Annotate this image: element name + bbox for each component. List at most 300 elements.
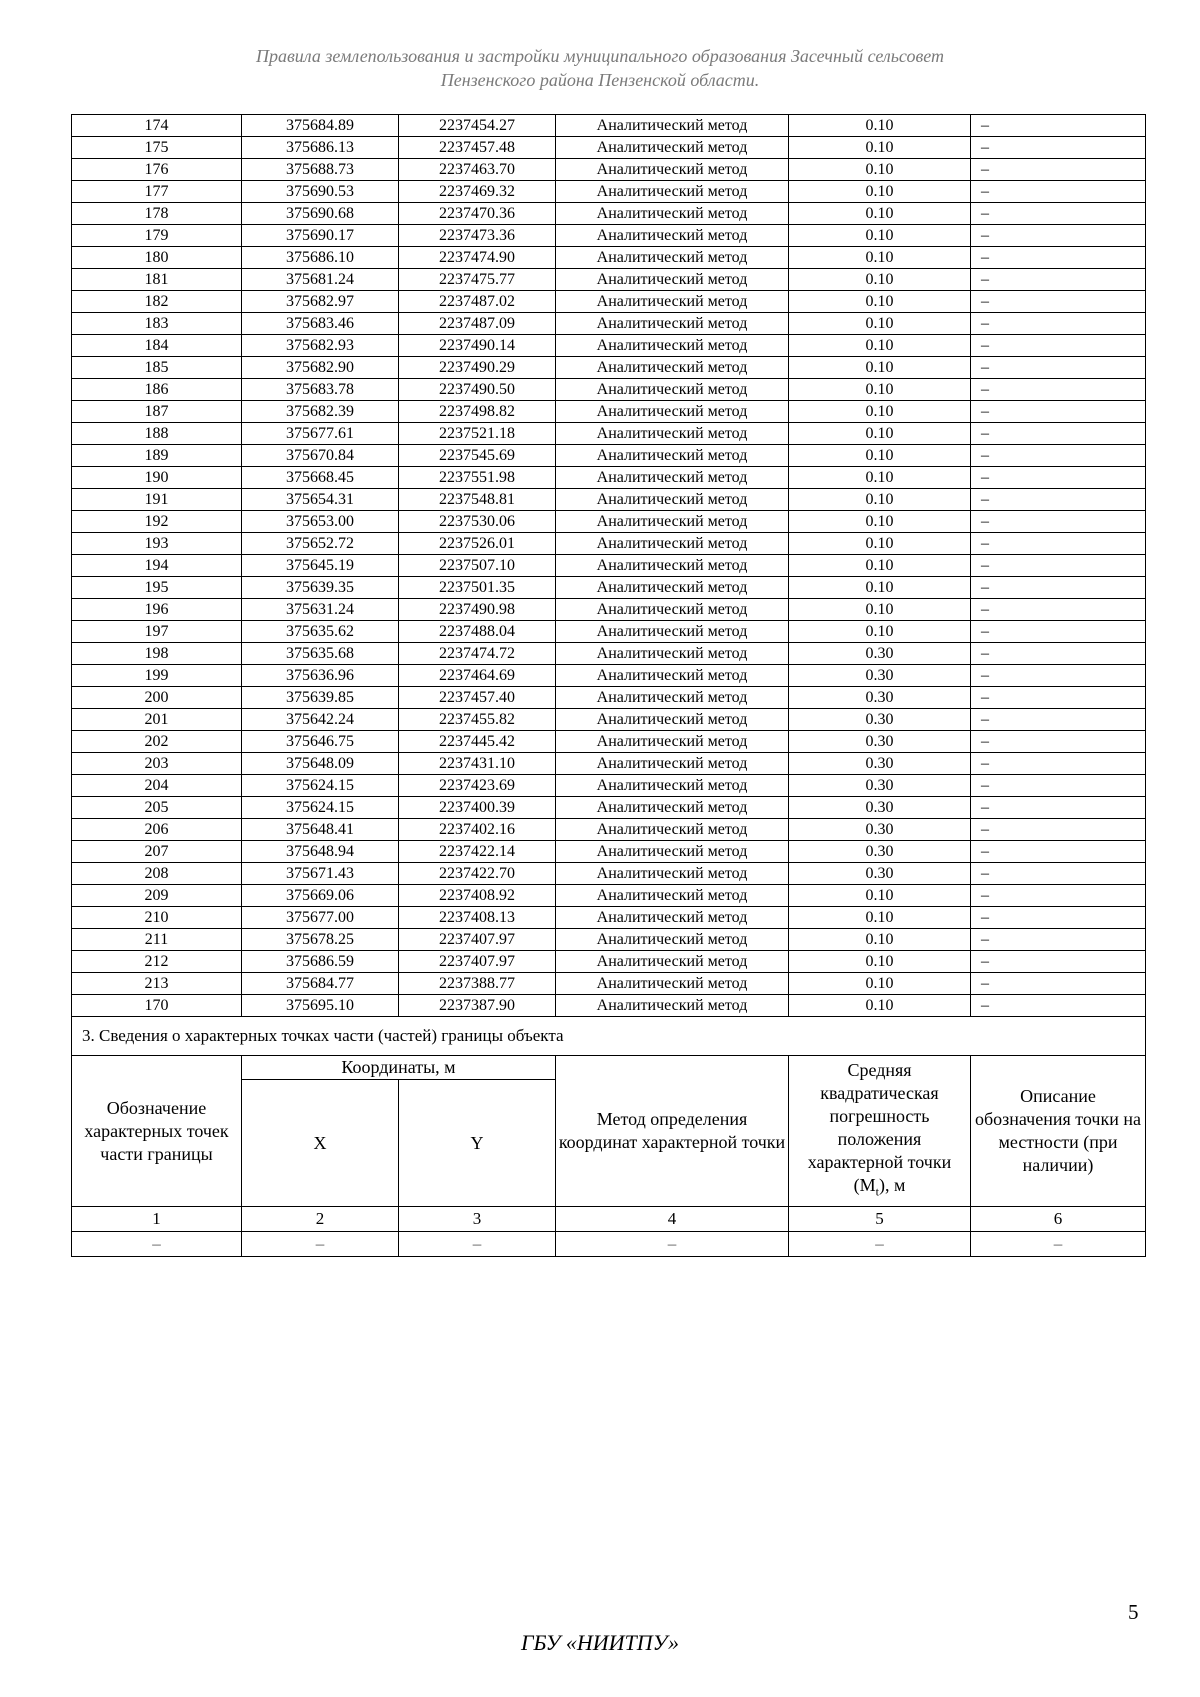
cell-error: 0.10 xyxy=(789,203,971,225)
cell-point-id: 210 xyxy=(72,907,242,929)
page-footer: ГБУ «НИИТПУ» xyxy=(520,1630,680,1655)
cell-description: – xyxy=(971,885,1146,907)
cell-point-id: 197 xyxy=(72,621,242,643)
cell-method: Аналитический метод xyxy=(556,863,789,885)
cell-error: 0.10 xyxy=(789,269,971,291)
cell-description: – xyxy=(971,137,1146,159)
cell-coord-y: 2237487.09 xyxy=(399,313,556,335)
cell-method: Аналитический метод xyxy=(556,555,789,577)
cell-description: – xyxy=(971,929,1146,951)
cell-coord-y: 2237388.77 xyxy=(399,973,556,995)
column-number: 1 xyxy=(72,1207,242,1232)
cell-coord-y: 2237387.90 xyxy=(399,995,556,1017)
cell-method: Аналитический метод xyxy=(556,819,789,841)
cell-error: 0.30 xyxy=(789,731,971,753)
cell-description: – xyxy=(971,753,1146,775)
cell-coord-y: 2237488.04 xyxy=(399,621,556,643)
cell-point-id: 196 xyxy=(72,599,242,621)
table-row xyxy=(72,357,1146,379)
cell-coord-y: 2237548.81 xyxy=(399,489,556,511)
cell-point-id: 201 xyxy=(72,709,242,731)
cell-coord-y: 2237463.70 xyxy=(399,159,556,181)
cell-point-id: 183 xyxy=(72,313,242,335)
header-error xyxy=(789,1056,971,1207)
cell-method: Аналитический метод xyxy=(556,291,789,313)
cell-method: Аналитический метод xyxy=(556,269,789,291)
table-row xyxy=(72,423,1146,445)
cell-coord-x: 375686.10 xyxy=(242,247,399,269)
table-row xyxy=(72,159,1146,181)
cell-method: Аналитический метод xyxy=(556,115,789,137)
cell-error: 0.30 xyxy=(789,775,971,797)
table-row xyxy=(72,863,1146,885)
cell-error: 0.10 xyxy=(789,291,971,313)
cell-point-id: 202 xyxy=(72,731,242,753)
table-row xyxy=(72,335,1146,357)
cell-method: Аналитический метод xyxy=(556,621,789,643)
table-row xyxy=(72,731,1146,753)
cell-coord-y: 2237469.32 xyxy=(399,181,556,203)
cell-error: 0.10 xyxy=(789,533,971,555)
cell-method: Аналитический метод xyxy=(556,159,789,181)
cell-method: Аналитический метод xyxy=(556,423,789,445)
cell-method: Аналитический метод xyxy=(556,335,789,357)
running-header-line-2: Пензенского района Пензенской области. xyxy=(440,70,760,90)
cell-description: – xyxy=(971,973,1146,995)
empty-cell: – xyxy=(399,1232,556,1257)
table-row xyxy=(72,379,1146,401)
cell-method: Аналитический метод xyxy=(556,181,789,203)
cell-error: 0.10 xyxy=(789,357,971,379)
table-row xyxy=(72,709,1146,731)
cell-method: Аналитический метод xyxy=(556,841,789,863)
cell-method: Аналитический метод xyxy=(556,203,789,225)
cell-point-id: 195 xyxy=(72,577,242,599)
cell-error: 0.10 xyxy=(789,159,971,181)
table-row xyxy=(72,599,1146,621)
running-header xyxy=(0,44,1200,92)
cell-coord-x: 375690.68 xyxy=(242,203,399,225)
cell-description: – xyxy=(971,313,1146,335)
cell-error: 0.10 xyxy=(789,379,971,401)
cell-error: 0.10 xyxy=(789,137,971,159)
cell-description: – xyxy=(971,643,1146,665)
column-number: 3 xyxy=(399,1207,556,1232)
cell-coord-x: 375688.73 xyxy=(242,159,399,181)
cell-description: – xyxy=(971,467,1146,489)
cell-method: Аналитический метод xyxy=(556,951,789,973)
cell-coord-y: 2237402.16 xyxy=(399,819,556,841)
cell-point-id: 192 xyxy=(72,511,242,533)
column-number: 4 xyxy=(556,1207,789,1232)
cell-description: – xyxy=(971,577,1146,599)
cell-point-id: 179 xyxy=(72,225,242,247)
cell-method: Аналитический метод xyxy=(556,775,789,797)
cell-method: Аналитический метод xyxy=(556,577,789,599)
cell-coord-x: 375683.78 xyxy=(242,379,399,401)
cell-coord-x: 375678.25 xyxy=(242,929,399,951)
table-row xyxy=(72,533,1146,555)
cell-coord-x: 375690.17 xyxy=(242,225,399,247)
cell-error: 0.10 xyxy=(789,115,971,137)
cell-description: – xyxy=(971,951,1146,973)
cell-coord-x: 375642.24 xyxy=(242,709,399,731)
cell-method: Аналитический метод xyxy=(556,489,789,511)
cell-method: Аналитический метод xyxy=(556,665,789,687)
cell-point-id: 191 xyxy=(72,489,242,511)
cell-error: 0.10 xyxy=(789,885,971,907)
cell-description: – xyxy=(971,687,1146,709)
cell-coord-x: 375670.84 xyxy=(242,445,399,467)
header-method: Метод определения координат характерной точки xyxy=(556,1056,789,1207)
cell-method: Аналитический метод xyxy=(556,687,789,709)
cell-coord-y: 2237407.97 xyxy=(399,951,556,973)
cell-error: 0.30 xyxy=(789,841,971,863)
cell-error: 0.30 xyxy=(789,687,971,709)
cell-description: – xyxy=(971,115,1146,137)
cell-description: – xyxy=(971,995,1146,1017)
cell-description: – xyxy=(971,159,1146,181)
cell-coord-x: 375690.53 xyxy=(242,181,399,203)
cell-method: Аналитический метод xyxy=(556,599,789,621)
cell-coord-y: 2237473.36 xyxy=(399,225,556,247)
cell-point-id: 174 xyxy=(72,115,242,137)
cell-error: 0.10 xyxy=(789,555,971,577)
cell-coord-y: 2237530.06 xyxy=(399,511,556,533)
table-row xyxy=(72,181,1146,203)
cell-coord-y: 2237490.50 xyxy=(399,379,556,401)
cell-coord-y: 2237498.82 xyxy=(399,401,556,423)
table-row xyxy=(72,489,1146,511)
cell-point-id: 199 xyxy=(72,665,242,687)
cell-error: 0.30 xyxy=(789,819,971,841)
cell-error: 0.10 xyxy=(789,423,971,445)
table-row xyxy=(72,115,1146,137)
cell-coord-y: 2237457.40 xyxy=(399,687,556,709)
section-3-block xyxy=(72,1017,1146,1257)
cell-description: – xyxy=(971,203,1146,225)
cell-method: Аналитический метод xyxy=(556,995,789,1017)
cell-coord-x: 375654.31 xyxy=(242,489,399,511)
cell-coord-x: 375677.00 xyxy=(242,907,399,929)
header-coordinates: Координаты, м xyxy=(242,1056,556,1080)
cell-coord-y: 2237400.39 xyxy=(399,797,556,819)
cell-coord-y: 2237551.98 xyxy=(399,467,556,489)
cell-method: Аналитический метод xyxy=(556,731,789,753)
cell-description: – xyxy=(971,489,1146,511)
cell-coord-y: 2237474.90 xyxy=(399,247,556,269)
coordinates-table xyxy=(71,114,1146,1257)
table-row xyxy=(72,511,1146,533)
table-row xyxy=(72,775,1146,797)
cell-error: 0.10 xyxy=(789,445,971,467)
cell-method: Аналитический метод xyxy=(556,225,789,247)
cell-coord-y: 2237521.18 xyxy=(399,423,556,445)
cell-coord-x: 375686.13 xyxy=(242,137,399,159)
cell-description: – xyxy=(971,445,1146,467)
cell-point-id: 207 xyxy=(72,841,242,863)
cell-description: – xyxy=(971,247,1146,269)
section-3-title: 3. Сведения о характерных точках части (частей) границы объекта xyxy=(72,1017,1146,1056)
empty-cell: – xyxy=(556,1232,789,1257)
cell-method: Аналитический метод xyxy=(556,379,789,401)
cell-method: Аналитический метод xyxy=(556,511,789,533)
cell-coord-x: 375695.10 xyxy=(242,995,399,1017)
cell-description: – xyxy=(971,863,1146,885)
cell-error: 0.10 xyxy=(789,995,971,1017)
table-row xyxy=(72,951,1146,973)
cell-description: – xyxy=(971,599,1146,621)
column-number-row xyxy=(72,1207,1146,1232)
cell-coord-y: 2237422.70 xyxy=(399,863,556,885)
table-row xyxy=(72,445,1146,467)
cell-description: – xyxy=(971,775,1146,797)
cell-coord-y: 2237422.14 xyxy=(399,841,556,863)
cell-coord-x: 375682.90 xyxy=(242,357,399,379)
empty-cell: – xyxy=(242,1232,399,1257)
cell-coord-x: 375684.89 xyxy=(242,115,399,137)
cell-description: – xyxy=(971,357,1146,379)
cell-error: 0.10 xyxy=(789,467,971,489)
cell-point-id: 190 xyxy=(72,467,242,489)
cell-description: – xyxy=(971,731,1146,753)
cell-coord-y: 2237490.98 xyxy=(399,599,556,621)
cell-error: 0.10 xyxy=(789,577,971,599)
cell-description: – xyxy=(971,291,1146,313)
cell-point-id: 178 xyxy=(72,203,242,225)
cell-coord-y: 2237455.82 xyxy=(399,709,556,731)
cell-coord-x: 375624.15 xyxy=(242,797,399,819)
cell-point-id: 205 xyxy=(72,797,242,819)
cell-error: 0.10 xyxy=(789,951,971,973)
cell-point-id: 204 xyxy=(72,775,242,797)
cell-method: Аналитический метод xyxy=(556,137,789,159)
cell-error: 0.10 xyxy=(789,929,971,951)
column-number: 5 xyxy=(789,1207,971,1232)
cell-error: 0.30 xyxy=(789,753,971,775)
cell-coord-x: 375645.19 xyxy=(242,555,399,577)
cell-coord-x: 375652.72 xyxy=(242,533,399,555)
cell-description: – xyxy=(971,841,1146,863)
cell-coord-x: 375631.24 xyxy=(242,599,399,621)
table-row xyxy=(72,995,1146,1017)
cell-error: 0.30 xyxy=(789,709,971,731)
table-row xyxy=(72,269,1146,291)
cell-method: Аналитический метод xyxy=(556,885,789,907)
cell-method: Аналитический метод xyxy=(556,929,789,951)
cell-method: Аналитический метод xyxy=(556,797,789,819)
header-y: Y xyxy=(399,1080,556,1207)
page-number: 5 xyxy=(1128,1600,1139,1624)
table-row xyxy=(72,885,1146,907)
cell-description: – xyxy=(971,335,1146,357)
cell-point-id: 186 xyxy=(72,379,242,401)
cell-description: – xyxy=(971,181,1146,203)
cell-point-id: 194 xyxy=(72,555,242,577)
table-row xyxy=(72,929,1146,951)
cell-coord-x: 375639.35 xyxy=(242,577,399,599)
cell-point-id: 177 xyxy=(72,181,242,203)
cell-description: – xyxy=(971,401,1146,423)
table-row xyxy=(72,225,1146,247)
table-row xyxy=(72,247,1146,269)
header-error-main: Средняя квадратическая погрешность положения характерной точки (M xyxy=(807,1059,952,1195)
cell-error: 0.30 xyxy=(789,665,971,687)
cell-method: Аналитический метод xyxy=(556,973,789,995)
empty-cell: – xyxy=(971,1232,1146,1257)
cell-coord-y: 2237474.72 xyxy=(399,643,556,665)
header-error-tail: ), м xyxy=(878,1174,906,1195)
cell-error: 0.10 xyxy=(789,511,971,533)
table-row xyxy=(72,797,1146,819)
cell-coord-x: 375668.45 xyxy=(242,467,399,489)
cell-error: 0.10 xyxy=(789,489,971,511)
cell-coord-x: 375653.00 xyxy=(242,511,399,533)
cell-coord-y: 2237545.69 xyxy=(399,445,556,467)
cell-error: 0.10 xyxy=(789,599,971,621)
table-row xyxy=(72,467,1146,489)
table-row xyxy=(72,621,1146,643)
cell-method: Аналитический метод xyxy=(556,357,789,379)
empty-cell: – xyxy=(789,1232,971,1257)
cell-method: Аналитический метод xyxy=(556,313,789,335)
cell-coord-y: 2237526.01 xyxy=(399,533,556,555)
cell-coord-x: 375682.39 xyxy=(242,401,399,423)
table-row xyxy=(72,577,1146,599)
cell-coord-x: 375669.06 xyxy=(242,885,399,907)
cell-coord-x: 375636.96 xyxy=(242,665,399,687)
cell-description: – xyxy=(971,379,1146,401)
column-number: 2 xyxy=(242,1207,399,1232)
table-row xyxy=(72,665,1146,687)
column-number: 6 xyxy=(971,1207,1146,1232)
cell-error: 0.10 xyxy=(789,907,971,929)
cell-coord-x: 375624.15 xyxy=(242,775,399,797)
cell-description: – xyxy=(971,819,1146,841)
cell-coord-x: 375648.41 xyxy=(242,819,399,841)
cell-error: 0.30 xyxy=(789,797,971,819)
empty-cell: – xyxy=(72,1232,242,1257)
cell-method: Аналитический метод xyxy=(556,401,789,423)
cell-coord-x: 375682.97 xyxy=(242,291,399,313)
header-description: Описание обозначения точки на местности (при наличии) xyxy=(971,1056,1146,1207)
cell-coord-x: 375648.09 xyxy=(242,753,399,775)
cell-coord-x: 375677.61 xyxy=(242,423,399,445)
cell-error: 0.10 xyxy=(789,181,971,203)
cell-description: – xyxy=(971,907,1146,929)
cell-method: Аналитический метод xyxy=(556,247,789,269)
cell-description: – xyxy=(971,225,1146,247)
cell-description: – xyxy=(971,621,1146,643)
cell-point-id: 193 xyxy=(72,533,242,555)
table-row xyxy=(72,841,1146,863)
cell-coord-x: 375682.93 xyxy=(242,335,399,357)
cell-coord-x: 375646.75 xyxy=(242,731,399,753)
cell-point-id: 175 xyxy=(72,137,242,159)
cell-point-id: 213 xyxy=(72,973,242,995)
cell-coord-y: 2237490.29 xyxy=(399,357,556,379)
cell-point-id: 176 xyxy=(72,159,242,181)
cell-coord-x: 375671.43 xyxy=(242,863,399,885)
table-row xyxy=(72,973,1146,995)
cell-method: Аналитический метод xyxy=(556,533,789,555)
cell-method: Аналитический метод xyxy=(556,709,789,731)
cell-point-id: 182 xyxy=(72,291,242,313)
cell-coord-y: 2237423.69 xyxy=(399,775,556,797)
running-header-line-1: Правила землепользования и застройки муниципального образования Засечный сельсовет xyxy=(255,46,945,66)
table-row xyxy=(72,555,1146,577)
cell-coord-y: 2237445.42 xyxy=(399,731,556,753)
cell-point-id: 181 xyxy=(72,269,242,291)
cell-point-id: 184 xyxy=(72,335,242,357)
cell-point-id: 198 xyxy=(72,643,242,665)
cell-point-id: 206 xyxy=(72,819,242,841)
cell-coord-y: 2237408.92 xyxy=(399,885,556,907)
cell-error: 0.10 xyxy=(789,335,971,357)
header-x: X xyxy=(242,1080,399,1207)
cell-method: Аналитический метод xyxy=(556,753,789,775)
cell-coord-y: 2237501.35 xyxy=(399,577,556,599)
cell-coord-x: 375635.68 xyxy=(242,643,399,665)
cell-coord-y: 2237470.36 xyxy=(399,203,556,225)
cell-error: 0.10 xyxy=(789,225,971,247)
cell-method: Аналитический метод xyxy=(556,907,789,929)
cell-error: 0.10 xyxy=(789,313,971,335)
cell-error: 0.30 xyxy=(789,863,971,885)
cell-error: 0.10 xyxy=(789,247,971,269)
cell-point-id: 211 xyxy=(72,929,242,951)
table-row xyxy=(72,291,1146,313)
table-row xyxy=(72,313,1146,335)
cell-point-id: 188 xyxy=(72,423,242,445)
table-row xyxy=(72,401,1146,423)
cell-error: 0.10 xyxy=(789,973,971,995)
cell-description: – xyxy=(971,423,1146,445)
cell-error: 0.10 xyxy=(789,401,971,423)
table-row xyxy=(72,753,1146,775)
cell-coord-y: 2237490.14 xyxy=(399,335,556,357)
cell-description: – xyxy=(971,797,1146,819)
cell-point-id: 209 xyxy=(72,885,242,907)
header-error-subscript: t xyxy=(875,1184,879,1199)
cell-coord-y: 2237407.97 xyxy=(399,929,556,951)
cell-description: – xyxy=(971,533,1146,555)
cell-coord-y: 2237487.02 xyxy=(399,291,556,313)
table-row xyxy=(72,819,1146,841)
cell-point-id: 170 xyxy=(72,995,242,1017)
cell-point-id: 180 xyxy=(72,247,242,269)
coordinates-table-body xyxy=(72,115,1146,1017)
cell-coord-y: 2237475.77 xyxy=(399,269,556,291)
table-row xyxy=(72,203,1146,225)
cell-coord-x: 375648.94 xyxy=(242,841,399,863)
cell-coord-x: 375635.62 xyxy=(242,621,399,643)
cell-point-id: 189 xyxy=(72,445,242,467)
cell-coord-x: 375681.24 xyxy=(242,269,399,291)
table-row xyxy=(72,907,1146,929)
cell-coord-y: 2237507.10 xyxy=(399,555,556,577)
cell-description: – xyxy=(971,665,1146,687)
cell-point-id: 203 xyxy=(72,753,242,775)
table-row xyxy=(72,137,1146,159)
cell-error: 0.30 xyxy=(789,643,971,665)
cell-coord-x: 375639.85 xyxy=(242,687,399,709)
table-row xyxy=(72,687,1146,709)
cell-description: – xyxy=(971,555,1146,577)
empty-data-row xyxy=(72,1232,1146,1257)
cell-coord-x: 375686.59 xyxy=(242,951,399,973)
cell-coord-x: 375683.46 xyxy=(242,313,399,335)
